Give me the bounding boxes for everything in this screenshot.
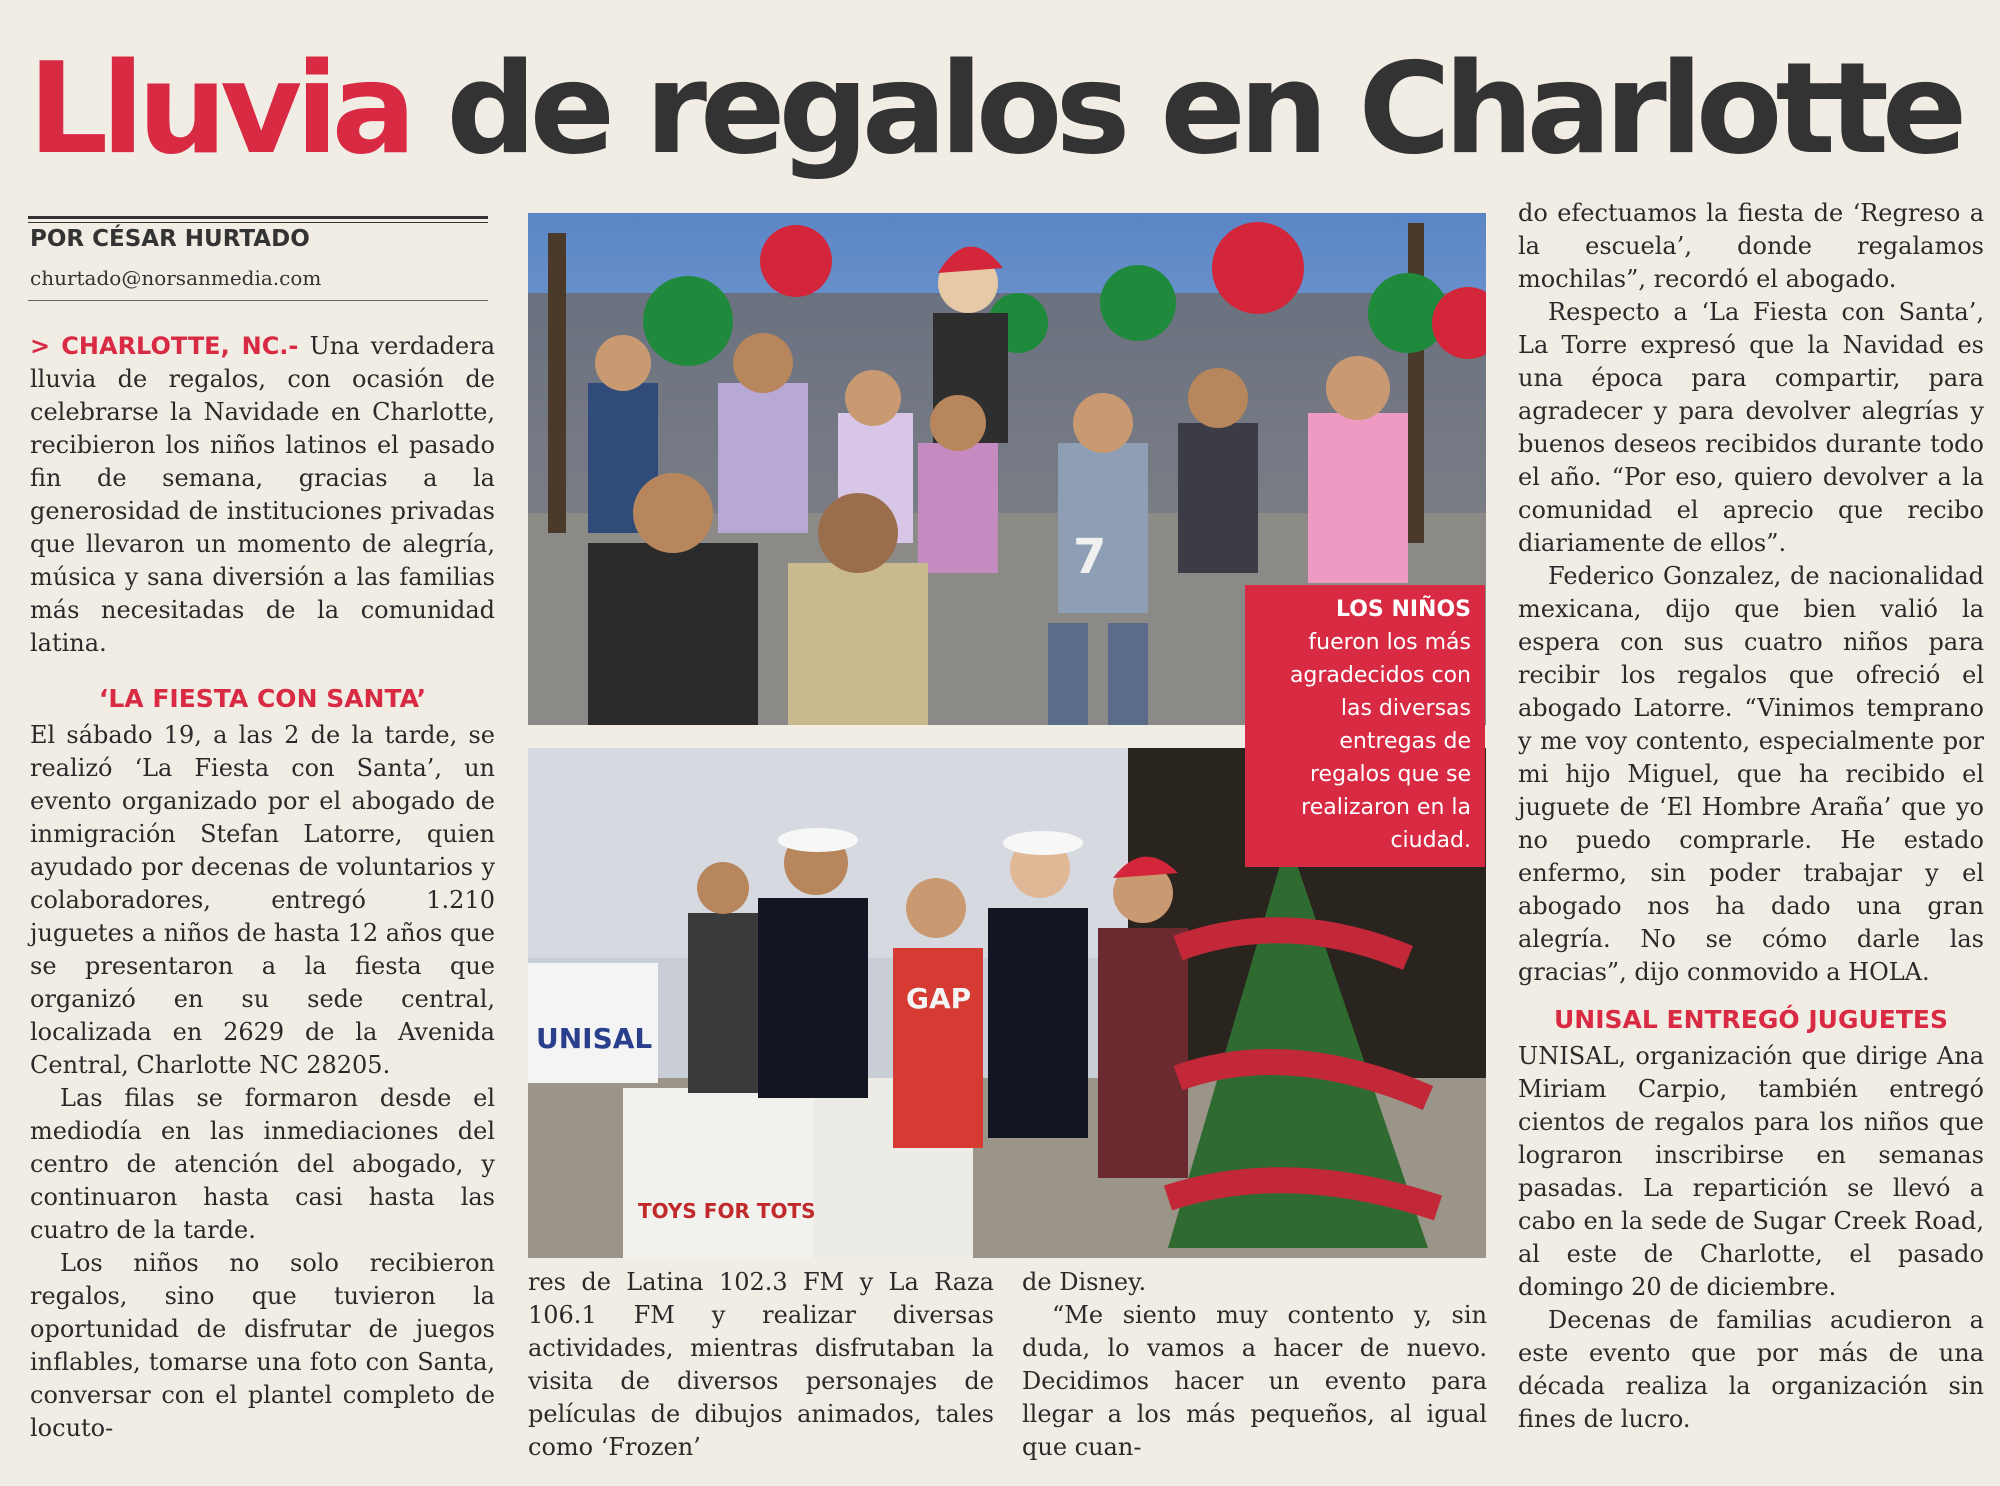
byline-rule	[28, 216, 488, 223]
subhead-unisal: UNISAL ENTREGÓ JUGUETES	[1553, 1005, 1948, 1034]
dateline: CHARLOTTE, NC.-	[61, 332, 299, 360]
caption-text: fueron los más agradecidos con las diversas entregas de regalos que se realizaron en la ciudad.	[1289, 630, 1471, 853]
unisal-banner-text: UNISAL	[536, 1022, 653, 1055]
paragraph-2: El sábado 19, a las 2 de la tarde, se realizó ‘La Fiesta con Santa’, un evento organizado por el abogado de inmigración Stefan Latorre, quien ayudado por decenas de voluntarios y colaboradores, entregó 1.210 juguetes a niños de hasta 12 años que se presentaron a la fiesta que organizó en su sede central, localizada en 2629 de la Avenida Central, Charlotte NC 28205.	[30, 721, 495, 1079]
byline-email: churtado@norsanmedia.com	[30, 266, 322, 290]
column-4	[1518, 197, 1984, 1436]
chevron-right-icon: >	[30, 332, 51, 360]
column-2	[528, 1266, 994, 1464]
jersey-number: 7	[1073, 529, 1107, 585]
lead-text: Una verdadera lluvia de regalos, con ocasión de celebrarse la Navidade en Charlotte, recibieron los niños latinos el pasado fin de semana, gracias a la generosidad de instituciones privadas que llevaron un momento de alegría, música y sana diversión a las familias más necesitadas de la comunidad latina.	[30, 332, 496, 657]
photo-caption	[1245, 585, 1485, 867]
column-3-text-1: de Disney.	[1022, 1268, 1147, 1296]
lead-paragraph	[30, 330, 495, 660]
byline-author: POR CÉSAR HURTADO	[30, 226, 310, 252]
column-1	[30, 330, 495, 1445]
toys-for-tots-text: TOYS FOR TOTS	[638, 1199, 816, 1223]
column-4-p2: Respecto a ‘La Fiesta con Santa’, La Torre expresó que la Navidad es una época para compartir, para agradecer y para devolver alegrías y buenos deseos recibidos durante todo el año. “Por eso, quiero devolver a la comunidad el aprecio que recibo diariamente de ellos”.	[1518, 298, 1984, 557]
column-2-text: res de Latina 102.3 FM y La Raza 106.1 FM y realizar diversas actividades, mientras disfrutaban la visita de diversos personajes de películas de dibujos animados, tales como ‘Frozen’	[528, 1268, 994, 1461]
column-4-p3: Federico Gonzalez, de nacionalidad mexicana, dijo que bien valió la espera con sus cuatro niños para recibir los regalos que ofreció el abogado Latorre. “Vinimos temprano y me voy contento, especialmente por mi hijo Miguel, que ha recibido el juguete de ‘El Hombre Araña’ que yo no puedo comprarle. He estado enfermo, sin poder trabajar y el abogado nos ha dado una gran alegría. No se cómo darle las gracias”, dijo conmovido a HOLA.	[1518, 562, 1984, 986]
paragraph-4: Los niños no solo recibieron regalos, sino que tuvieron la oportunidad de disfrutar de juegos inflables, tomarse una foto con Santa, conversar con el plantel completo de locuto-	[30, 1249, 495, 1442]
caption-lead: LOS NIÑOS	[1336, 597, 1471, 622]
column-4-p4: UNISAL, organización que dirige Ana Miriam Carpio, también entregó cientos de regalos para los niños que lograron inscribirse en semanas pasadas. La repartición se llevó a cabo en la sede de Sugar Creek Road, al este de Charlotte, el pasado domingo 20 de diciembre.	[1518, 1042, 1984, 1301]
column-3	[1022, 1266, 1487, 1464]
email-divider	[28, 300, 488, 301]
headline-rest: de regalos en Charlotte	[446, 35, 1961, 182]
subhead-fiesta: ‘LA FIESTA CON SANTA’	[98, 684, 427, 713]
headline-red-word: Lluvia	[28, 35, 410, 182]
column-3-text-2: “Me siento muy contento y, sin duda, lo vamos a hacer de nuevo. Decidimos hacer un evento para llegar a los más pequeños, al igual que cuan-	[1022, 1301, 1487, 1461]
column-4-p5: Decenas de familias acudieron a este evento que por más de una década realiza la organización sin fines de lucro.	[1518, 1306, 1984, 1433]
gap-shirt-text: GAP	[906, 982, 972, 1015]
paragraph-3: Las filas se formaron desde el mediodía en las inmediaciones del centro de atención del abogado, y continuaron hasta casi hasta las cuatro de la tarde.	[30, 1084, 495, 1244]
column-4-p1: do efectuamos la fiesta de ‘Regreso a la escuela’, donde regalamos mochilas”, recordó el abogado.	[1518, 199, 1984, 293]
headline	[28, 14, 1988, 204]
